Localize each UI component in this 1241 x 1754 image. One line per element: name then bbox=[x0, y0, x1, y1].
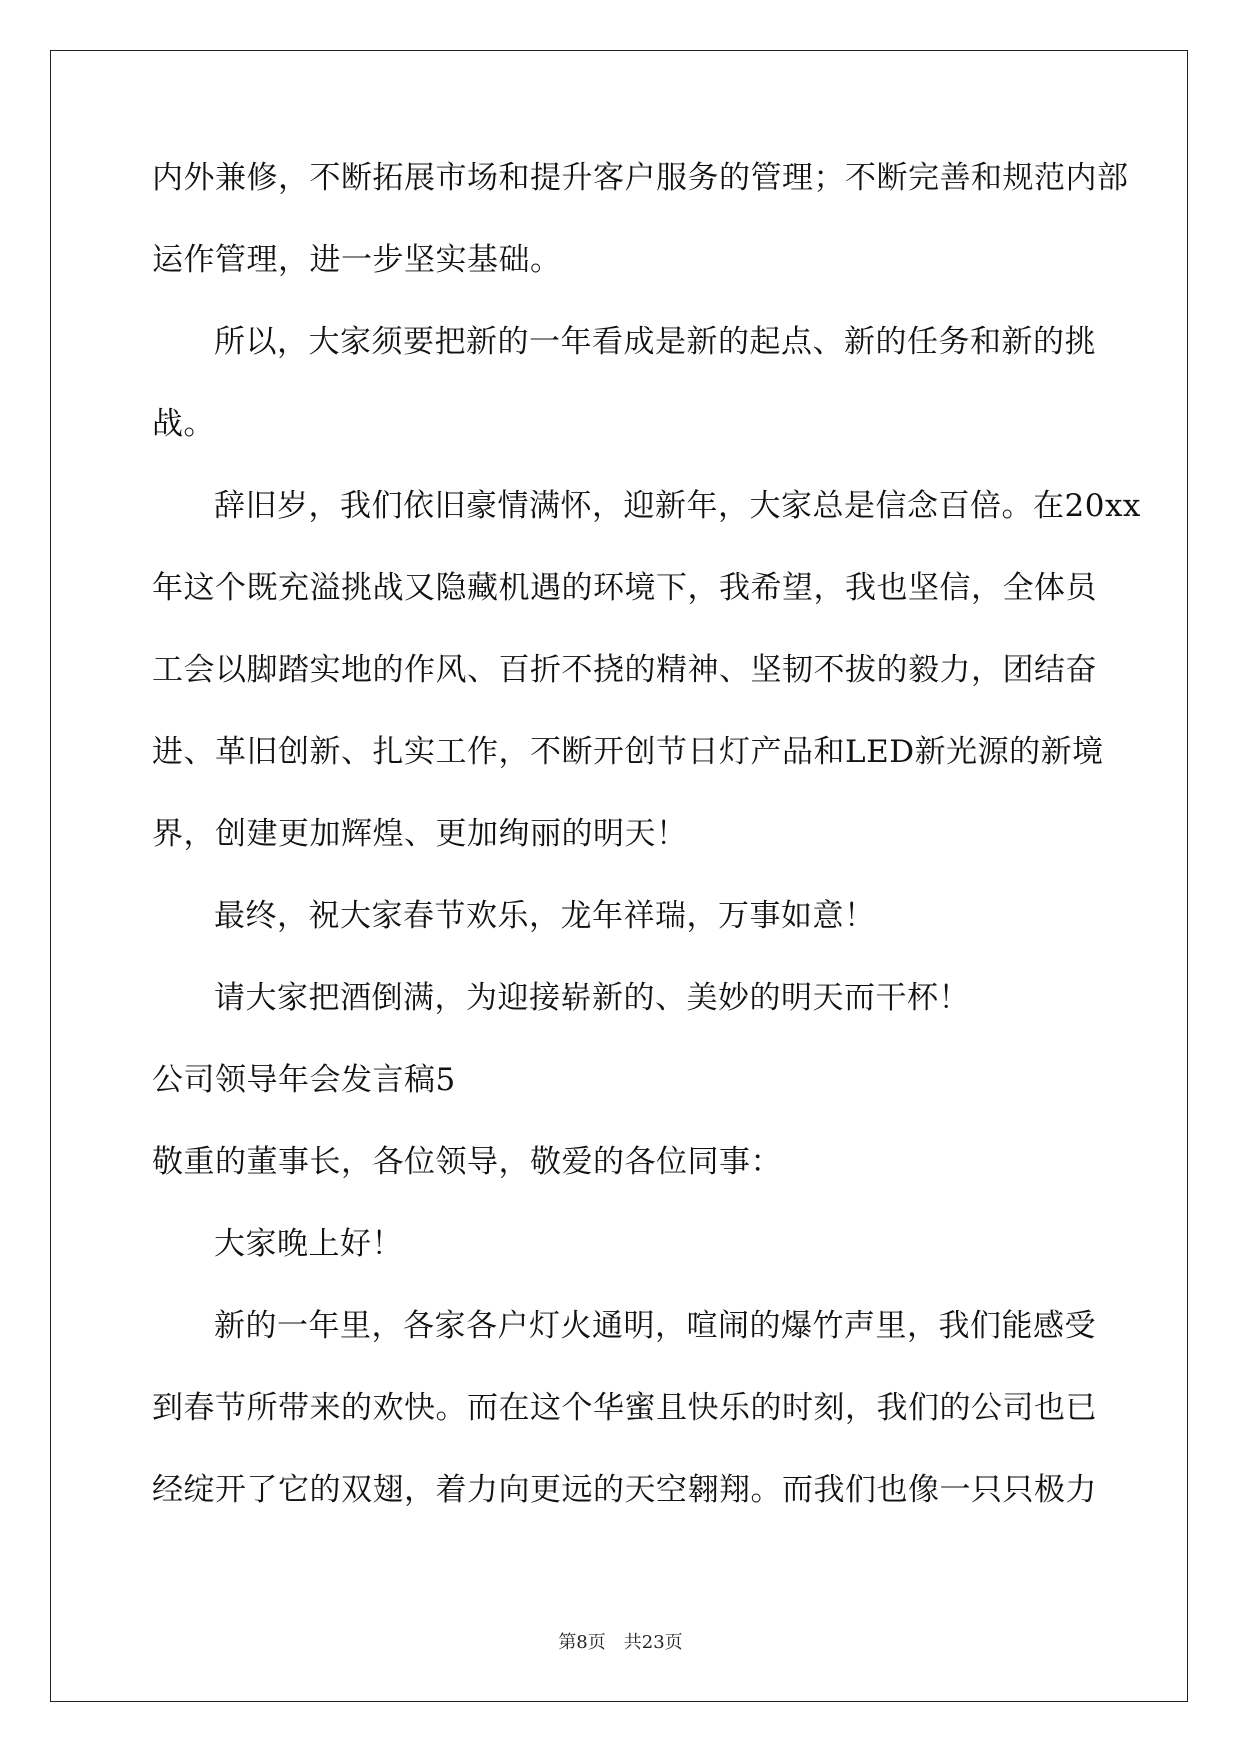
page-total: 共23页 bbox=[623, 1632, 683, 1653]
section-heading: 公司领导年会发言稿5 bbox=[152, 1062, 456, 1098]
page-number: 第8页 bbox=[558, 1632, 606, 1653]
document-body bbox=[152, 158, 1141, 1552]
salutation-line: 敬重的董事长，各位领导，敬爱的各位同事： bbox=[152, 1144, 782, 1180]
text-line: 战。 bbox=[152, 406, 215, 442]
paragraph-start-line: 请大家把酒倒满，为迎接崭新的、美妙的明天而干杯！ bbox=[214, 980, 970, 1016]
text-line: 运作管理，进一步坚实基础。 bbox=[152, 242, 562, 278]
text-line: 工会以脚踏实地的作风、百折不挠的精神、坚韧不拔的毅力，团结奋 bbox=[152, 652, 1097, 688]
page-footer bbox=[0, 1628, 1241, 1654]
text-line: 内外兼修，不断拓展市场和提升客户服务的管理；不断完善和规范内部 bbox=[152, 160, 1129, 196]
paragraph-start-line: 所以，大家须要把新的一年看成是新的起点、新的任务和新的挑 bbox=[214, 324, 1096, 360]
paragraph-start-line: 最终，祝大家春节欢乐，龙年祥瑞，万事如意！ bbox=[214, 898, 876, 934]
text-line: 经绽开了它的双翅，着力向更远的天空翱翔。而我们也像一只只极力 bbox=[152, 1472, 1097, 1508]
greeting-line: 大家晚上好！ bbox=[214, 1226, 403, 1262]
text-line: 年这个既充溢挑战又隐藏机遇的环境下，我希望，我也坚信，全体员 bbox=[152, 570, 1097, 606]
text-line: 界，创建更加辉煌、更加绚丽的明天！ bbox=[152, 816, 688, 852]
paragraph-start-line: 新的一年里，各家各户灯火通明，喧闹的爆竹声里，我们能感受 bbox=[214, 1308, 1096, 1344]
text-line: 进、革旧创新、扎实工作，不断开创节日灯产品和LED新光源的新境 bbox=[152, 734, 1104, 770]
text-line: 到春节所带来的欢快。而在这个华蜜且快乐的时刻，我们的公司也已 bbox=[152, 1390, 1097, 1426]
paragraph-start-line: 辞旧岁，我们依旧豪情满怀，迎新年，大家总是信念百倍。在20xx bbox=[214, 488, 1141, 524]
